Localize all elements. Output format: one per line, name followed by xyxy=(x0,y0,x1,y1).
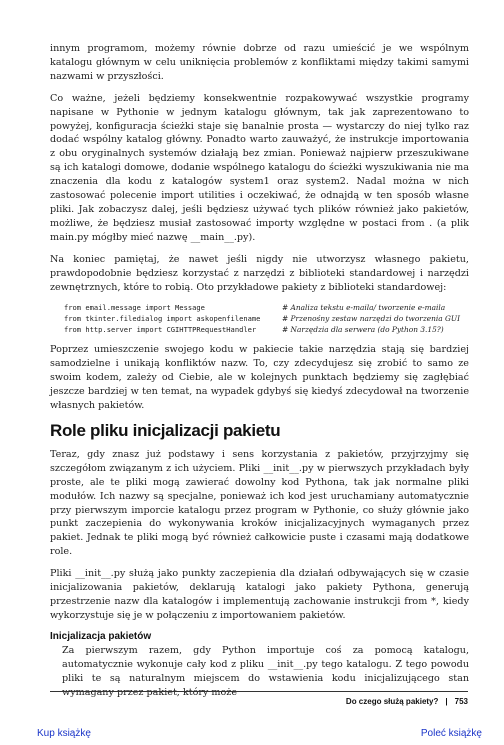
recommend-book-link[interactable]: Poleć książkę xyxy=(420,728,482,739)
code-text: from email.message import Message xyxy=(64,303,205,313)
code-text: from http.server import CGIHTTPRequestHandler xyxy=(64,325,257,335)
footer-divider xyxy=(50,691,468,692)
page-number: 753 xyxy=(454,697,468,706)
buy-book-link[interactable]: Kup książkę xyxy=(37,728,91,739)
code-comment: # Przenośny zestaw narzędzi do tworzenia GUI xyxy=(282,314,461,324)
paragraph: Na koniec pamiętaj, że nawet jeśli nigdy nie utworzysz własnego pakietu, prawdopodobnie będziesz korzystać z narzędzi z biblioteki standardowej i narzędzi zewnętrznych, które to robią. Oto przykładowe pakiety z biblioteki standardowej: xyxy=(50,253,469,293)
code-comment: # Narzędzia dla serwera (do Python 3.15?) xyxy=(282,325,444,335)
page-footer xyxy=(346,697,468,706)
paragraph: Poprzez umieszczenie swojego kodu w pakiecie takie narzędzia stają się bardziej samodzielne i unikają konfliktów nazw. To, czy zdecydujesz się zrobić to samo ze swoim kodem, zależy od Ciebie, ale w kolejnych punktach będziemy się zagłębiać jeszcze bardziej w ten temat, na wypadek gdybyś się kiedyś zdecydował na tworzenie własnych pakietów. xyxy=(50,344,469,412)
code-line xyxy=(64,313,469,324)
paragraph: Co ważne, jeżeli będziemy konsekwentnie rozpakowywać wszystkie programy napisane w Pythonie w jednym katalogu głównym, tak jak zaprezentowano to powyżej, konfiguracja ścieżki staje się banalnie prosta — wystarczy do niej tylko raz dodać wspólny katalog główny. Ponadto warto zauważyć, że instrukcje importowania z obu oryginalnych systemów działają bez zmian. Ponieważ najpierw przeszukiwane są ich katalogi domowe, dodanie wspólnego katalogu do ścieżki wyszukiwania nie ma znaczenia dla kodu z katalogów system1 oraz system2. Nadal można w nich zastosować polecenie import utilities i oczekiwać, że odnajdą w ten sposób własne pliki. Jak zobaczysz dalej, jeśli będziesz używać tych plików również jako pakietów, możliwe, że będziesz musiał zastosować importy względne w postaci from . (a plik main.py mógłby mieć nazwę __main__.py). xyxy=(50,92,469,243)
page-body xyxy=(50,42,469,707)
code-line xyxy=(64,302,469,313)
chapter-title: Do czego służą pakiety? xyxy=(345,697,439,706)
footer-separator: | xyxy=(445,697,448,706)
code-block xyxy=(64,302,469,335)
section-heading: Role pliku inicjalizacji pakietu xyxy=(50,420,281,440)
paragraph: Pliki __init__.py służą jako punkty zaczepienia dla działań odbywających się w czasie inicjalizowania pakietów, deklarują katalogi jako pakiety Pythona, generują przestrzenie nazw dla katalogów i implementują zachowanie instrukcji from *, kiedy wykorzystuje się je w połączeniu z importowaniem pakietów. xyxy=(50,568,469,621)
code-text: from tkinter.filedialog import askopenfilename xyxy=(64,314,261,324)
subsection-heading: Inicjalizacja pakietów xyxy=(50,630,152,642)
paragraph: Teraz, gdy znasz już podstawy i sens korzystania z pakietów, przyjrzyjmy się szczegółom związanym z ich użyciem. Pliki __init__.py w pierwszych przykładach były proste, ale te pliki mogą zawierać dowolny kod Pythona, tak jak normalne pliki modułów. Ich nazwy są specjalne, ponieważ ich kod jest uruchamiany automatycznie przy pierwszym imporcie katalogu przez program w Pythonie, co służy głównie jako punkt zaczepienia do wykonywania kroków inicjalizacyjnych wymaganych przez pakiet. Jednak te pliki mogą być również całkowicie puste i czasami mają dodatkowe role. xyxy=(50,448,469,558)
code-comment: # Analiza tekstu e-maila/ tworzenie e-maila xyxy=(282,303,446,313)
paragraph: Za pierwszym razem, gdy Python importuje coś za pomocą katalogu, automatycznie wykonuje cały kod z pliku __init__.py tego katalogu. Z tego powodu pliki te są naturalnym miejscem do wstawienia kodu inicjalizującego stan wymagany przez pakiet, który może xyxy=(62,644,469,698)
paragraph: innym programom, możemy równie dobrze od razu umieścić je we wspólnym katalogu głównym w celu uniknięcia problemów z konfliktami między takimi samymi nazwami w przyszłości. xyxy=(50,43,469,82)
code-line xyxy=(64,324,469,335)
